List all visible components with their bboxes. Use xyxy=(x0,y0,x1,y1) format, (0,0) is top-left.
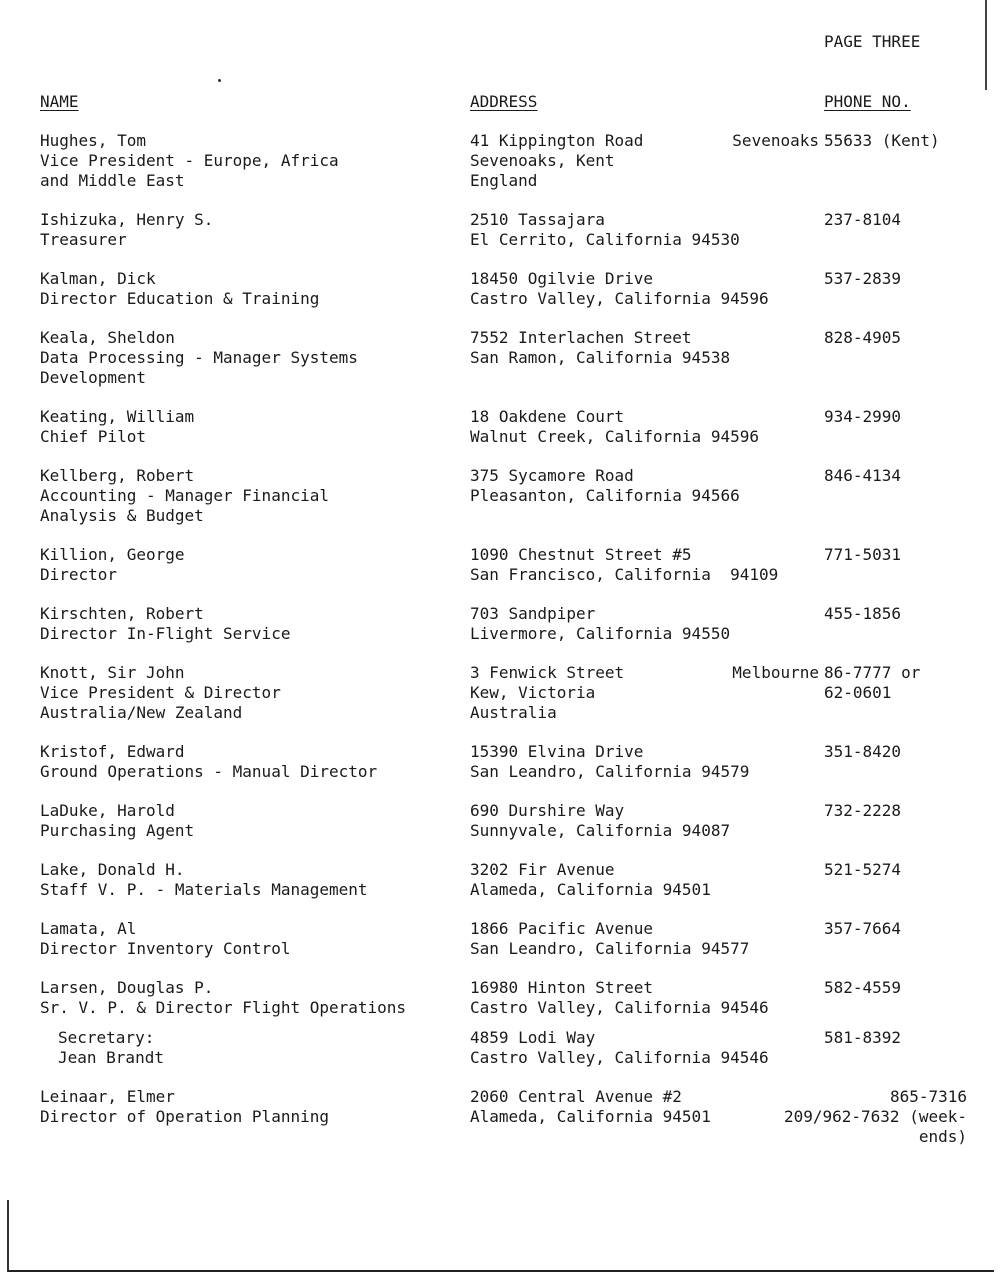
phone-number xyxy=(824,742,901,762)
phone-number xyxy=(824,604,901,624)
person-name-line: Director of Operation Planning xyxy=(40,1107,329,1126)
person-name-line: Knott, Sir John xyxy=(40,663,185,682)
phone-number xyxy=(824,919,901,939)
phone-number-line: 771-5031 xyxy=(824,545,902,564)
person-name-line: Lamata, Al xyxy=(40,919,137,938)
address xyxy=(470,131,643,191)
person-name xyxy=(40,860,368,900)
address-line: 16980 Hinton Street xyxy=(470,978,654,997)
person-name-line: Purchasing Agent xyxy=(40,821,195,840)
person-name xyxy=(40,742,377,782)
address xyxy=(470,466,740,506)
person-name-line: Development xyxy=(40,368,146,387)
person-name-line: Australia/New Zealand xyxy=(40,703,243,722)
phone-number xyxy=(824,269,901,289)
left-margin-rule xyxy=(7,1200,9,1272)
address-line: Pleasanton, California 94566 xyxy=(470,486,740,505)
phone-number xyxy=(824,1028,901,1048)
phone-city-label: Sevenoaks xyxy=(732,131,819,150)
person-name xyxy=(40,1028,164,1068)
phone-number-line: 828-4905 xyxy=(824,328,902,347)
address-line: San Francisco, California 94109 xyxy=(470,565,779,584)
person-name-line: Hughes, Tom xyxy=(40,131,146,150)
person-name-line: Leinaar, Elmer xyxy=(40,1087,175,1106)
address xyxy=(470,407,759,447)
phone-number-line: 537-2839 xyxy=(824,269,902,288)
phone-number-line: 581-8392 xyxy=(824,1028,902,1047)
person-name-line: Lake, Donald H. xyxy=(40,860,185,879)
address-line: England xyxy=(470,171,538,190)
person-name-line: Ground Operations - Manual Director xyxy=(40,762,378,781)
directory-entry xyxy=(0,131,1000,191)
directory-entry xyxy=(0,328,1000,388)
phone-number xyxy=(824,131,940,151)
address-line: San Ramon, California 94538 xyxy=(470,348,731,367)
address-line: Walnut Creek, California 94596 xyxy=(470,427,759,446)
person-name-line: Chief Pilot xyxy=(40,427,146,446)
address-line: 703 Sandpiper xyxy=(470,604,596,623)
address-line: Alameda, California 94501 xyxy=(470,880,711,899)
phone-number-line: 357-7664 xyxy=(824,919,902,938)
person-name xyxy=(40,131,339,191)
directory-entry xyxy=(0,1087,1000,1147)
directory-entry xyxy=(0,742,1000,782)
directory-entry xyxy=(0,545,1000,585)
phone-number-line: 732-2228 xyxy=(824,801,902,820)
address xyxy=(470,604,730,644)
address-line: 1866 Pacific Avenue xyxy=(470,919,654,938)
directory-entry xyxy=(0,663,1000,723)
phone-number xyxy=(824,407,901,427)
page-number: PAGE THREE xyxy=(824,32,921,51)
phone-number-line: 62-0601 xyxy=(824,683,892,702)
person-name-line: Sr. V. P. & Director Flight Operations xyxy=(40,998,407,1017)
person-name xyxy=(40,269,319,309)
address xyxy=(470,1087,711,1127)
address xyxy=(470,545,778,585)
directory-entry xyxy=(0,978,1000,1018)
phone-number-line: 86-7777 or xyxy=(824,663,921,682)
phone-number-line: 934-2990 xyxy=(824,407,902,426)
phone-number xyxy=(824,328,901,348)
address-line: 690 Durshire Way xyxy=(470,801,625,820)
person-name-line: Ishizuka, Henry S. xyxy=(40,210,214,229)
phone-number-line: ends) xyxy=(918,1127,967,1146)
directory-list xyxy=(0,131,1000,1166)
phone-number-line: 351-8420 xyxy=(824,742,902,761)
address-line: San Leandro, California 94579 xyxy=(470,762,750,781)
directory-entry xyxy=(0,407,1000,447)
address-line: Alameda, California 94501 xyxy=(470,1107,711,1126)
address-line: Kew, Victoria xyxy=(470,683,596,702)
address xyxy=(470,742,749,782)
address xyxy=(470,978,769,1018)
person-name xyxy=(40,466,329,526)
person-name-line: Killion, George xyxy=(40,545,185,564)
scan-speck xyxy=(218,79,221,82)
person-name-line: and Middle East xyxy=(40,171,185,190)
address-line: Sunnyvale, California 94087 xyxy=(470,821,731,840)
phone-number-line: 582-4559 xyxy=(824,978,902,997)
person-name-line: Accounting - Manager Financial xyxy=(40,486,329,505)
phone-number-line: 209/962-7632 (week- xyxy=(783,1107,967,1126)
phone-number-line: 455-1856 xyxy=(824,604,902,623)
address-line: 3202 Fir Avenue xyxy=(470,860,615,879)
address-line: 4859 Lodi Way xyxy=(470,1028,596,1047)
phone-number-line: 846-4134 xyxy=(824,466,902,485)
person-name-line: Director Education & Training xyxy=(40,289,320,308)
phone-number xyxy=(824,663,920,703)
person-name-line: Jean Brandt xyxy=(58,1048,164,1067)
column-header-name: NAME xyxy=(40,92,79,111)
person-name-line: Vice President - Europe, Africa xyxy=(40,151,339,170)
address-line: 15390 Elvina Drive xyxy=(470,742,644,761)
person-name-line: Keating, William xyxy=(40,407,195,426)
person-name xyxy=(40,210,213,250)
person-name-line: Larsen, Douglas P. xyxy=(40,978,214,997)
column-header-address: ADDRESS xyxy=(470,92,538,111)
phone-number xyxy=(824,860,901,880)
phone-number-line: 55633 (Kent) xyxy=(824,131,940,150)
address xyxy=(470,663,624,723)
address-line: Sevenoaks, Kent xyxy=(470,151,615,170)
phone-number-line: 521-5274 xyxy=(824,860,902,879)
person-name xyxy=(40,545,185,585)
address-line: 375 Sycamore Road xyxy=(470,466,634,485)
person-name xyxy=(40,919,290,959)
phone-city-label: Melbourne xyxy=(732,663,819,682)
address xyxy=(470,860,711,900)
right-margin-rule xyxy=(985,0,987,90)
address-line: Castro Valley, California 94546 xyxy=(470,1048,769,1067)
phone-number xyxy=(824,801,901,821)
directory-entry xyxy=(0,466,1000,526)
person-name-line: Staff V. P. - Materials Management xyxy=(40,880,368,899)
address-line: 3 Fenwick Street xyxy=(470,663,625,682)
person-name xyxy=(40,978,406,1018)
person-name-line: Keala, Sheldon xyxy=(40,328,175,347)
phone-number-line: 865-7316 xyxy=(889,1087,967,1106)
phone-number xyxy=(824,210,901,230)
address-line: 41 Kippington Road xyxy=(470,131,644,150)
address xyxy=(470,1028,769,1068)
person-name-line: Director Inventory Control xyxy=(40,939,291,958)
address xyxy=(470,210,740,250)
person-name-line: Kellberg, Robert xyxy=(40,466,195,485)
person-name-line: LaDuke, Harold xyxy=(40,801,175,820)
directory-entry xyxy=(0,269,1000,309)
address-line: 7552 Interlachen Street xyxy=(470,328,692,347)
person-name xyxy=(40,663,281,723)
address-line: 18450 Ogilvie Drive xyxy=(470,269,654,288)
person-name-line: Kalman, Dick xyxy=(40,269,156,288)
address-line: El Cerrito, California 94530 xyxy=(470,230,740,249)
address-line: Livermore, California 94550 xyxy=(470,624,731,643)
person-name-line: Treasurer xyxy=(40,230,127,249)
directory-entry xyxy=(0,604,1000,644)
directory-entry xyxy=(0,801,1000,841)
address xyxy=(470,269,769,309)
address-line: 1090 Chestnut Street #5 xyxy=(470,545,692,564)
column-header-phone: PHONE NO. xyxy=(824,92,911,111)
person-name-line: Analysis & Budget xyxy=(40,506,204,525)
person-name-line: Secretary: xyxy=(58,1028,155,1047)
person-name xyxy=(40,801,194,841)
person-name-line: Director xyxy=(40,565,118,584)
address-line: 2060 Central Avenue #2 xyxy=(470,1087,682,1106)
address-line: 18 Oakdene Court xyxy=(470,407,625,426)
phone-number xyxy=(824,978,901,998)
person-name xyxy=(40,604,290,644)
phone-number-line: 237-8104 xyxy=(824,210,902,229)
address xyxy=(470,801,730,841)
person-name-line: Data Processing - Manager Systems xyxy=(40,348,358,367)
address-line: Castro Valley, California 94546 xyxy=(470,998,769,1017)
person-name xyxy=(40,407,194,447)
person-name-line: Kirschten, Robert xyxy=(40,604,204,623)
phone-number xyxy=(824,466,901,486)
person-name-line: Director In-Flight Service xyxy=(40,624,291,643)
bottom-rule xyxy=(8,1270,994,1272)
directory-entry xyxy=(0,210,1000,250)
address-line: San Leandro, California 94577 xyxy=(470,939,750,958)
phone-number xyxy=(824,545,901,565)
directory-entry xyxy=(0,860,1000,900)
directory-entry xyxy=(0,919,1000,959)
person-name-line: Vice President & Director xyxy=(40,683,281,702)
person-name xyxy=(40,328,358,388)
address-line: 2510 Tassajara xyxy=(470,210,605,229)
person-name-line: Kristof, Edward xyxy=(40,742,185,761)
address xyxy=(470,328,730,368)
phone-number xyxy=(784,1087,967,1147)
address-line: Australia xyxy=(470,703,557,722)
person-name xyxy=(40,1087,329,1127)
address xyxy=(470,919,749,959)
directory-entry xyxy=(0,1028,1000,1068)
address-line: Castro Valley, California 94596 xyxy=(470,289,769,308)
